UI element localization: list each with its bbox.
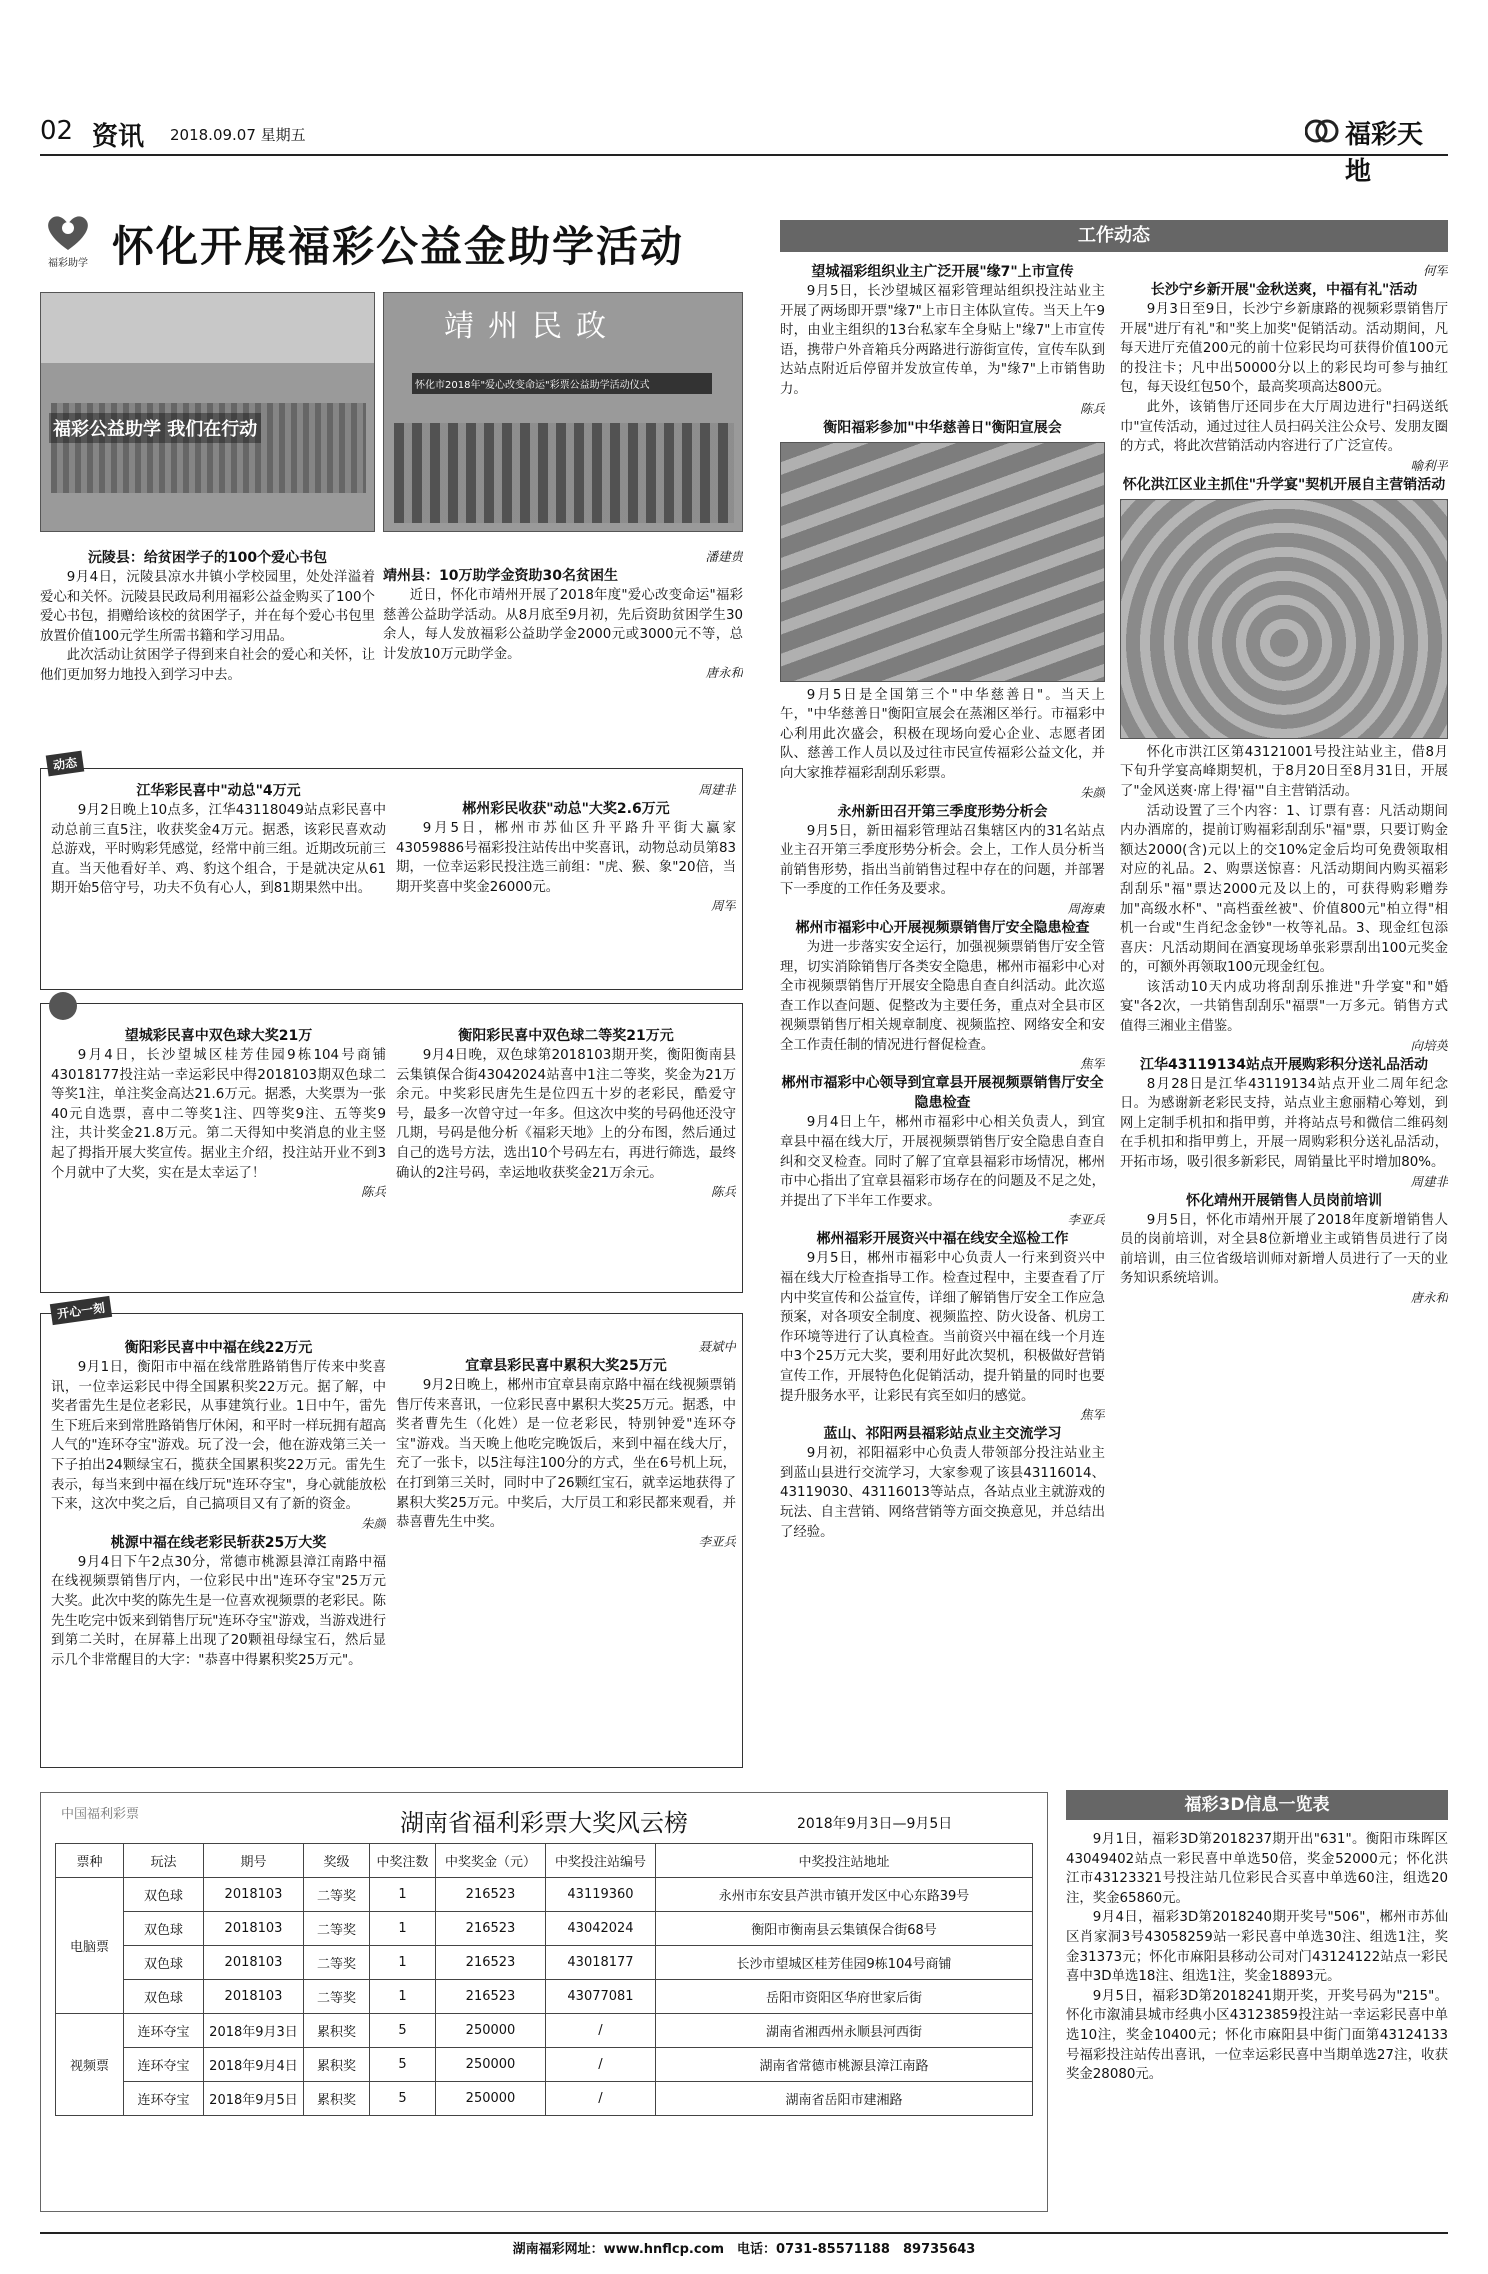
col-header: 中奖奖金（元） bbox=[436, 1844, 546, 1878]
work-heading-7: 蓝山、祁阳两县福彩站点业主交流学习 bbox=[823, 1426, 1062, 1443]
table-cell: 1 bbox=[370, 1912, 436, 1946]
issue-date: 2018.09.07 星期五 bbox=[170, 126, 306, 144]
d3-para-3: 9月5日，福彩3D第2018241期开奖，开奖号码为"215"。怀化市溆浦县城市经典小区43123859投注站一幸运彩民喜中单选10注，奖金10400元；怀化市麻阳县中街门面第43124133号福彩投注站传出喜讯，一位幸运彩民喜中当期单选27注，收获奖金28080元。 bbox=[1066, 1988, 1448, 2083]
table-cell: 250000 bbox=[436, 2014, 546, 2048]
ssq-heading-2: 衡阳彩民喜中双色球二等奖21万元 bbox=[458, 1028, 674, 1044]
table-row bbox=[56, 2048, 1033, 2082]
photo-sign: 靖州民政 bbox=[444, 309, 620, 344]
table-cell: 216523 bbox=[436, 1946, 546, 1980]
work-author-3: 周海東 bbox=[1067, 900, 1105, 916]
col-header: 中奖注数 bbox=[370, 1844, 436, 1878]
prize-table bbox=[55, 1843, 1033, 2116]
work-para-4: 为进一步落实安全运行，加强视频票销售厅安全管理，切实消除销售厅各类安全隐患，郴州市福彩中心对全市视频票销售厅开展安全隐患自查自纠活动。此次巡查工作以查问题、促整改为主要任务，重点对全县市区视频票销售厅相关规章制度、视频监控、网络安全和安全工作责任制的情况进行督促检查。 bbox=[780, 939, 1105, 1053]
aid-para-1: 9月4日，沅陵县凉水井镇小学校园里，处处洋溢着爱心和关怀。沅陵县民政局利用福彩公益金购买了100个爱心书包，捐赠给该校的贫困学子，并在每个爱心书包里放置价值100元学生所需书籍和学习用品。 bbox=[40, 570, 375, 644]
d3-para-2: 9月4日，福彩3D第2018240期开奖号"506"，郴州市苏仙区肖家洞3号43058259站一彩民喜中单选30注、组选1注，奖金31373元；怀化市麻阳县移动公司对门43124122站点一彩民喜中3D单选18注、组选1注，奖金18893元。 bbox=[1066, 1910, 1448, 1985]
table-cell: 250000 bbox=[436, 2048, 546, 2082]
table-header-row bbox=[56, 1844, 1033, 1878]
table-cell: 累积奖 bbox=[304, 2082, 370, 2116]
table-cell: 2018103 bbox=[204, 1878, 304, 1912]
table-cell: 长沙市望城区桂芳佳园9栋104号商铺 bbox=[656, 1946, 1033, 1980]
ssq-author-1: 陈兵 bbox=[360, 1184, 386, 1200]
fun-para-2: 9月4日下午2点30分，常德市桃源县漳江南路中福在线视频票销售厅内，一位彩民中出"连环夺宝"25万元大奖。此次中奖的陈先生是一位喜欢视频票的老彩民。陈先生吃完中饭来到销售厅玩"连环夺宝"游戏，当游戏进行到第二关时，在屏幕上出现了20颗祖母绿宝石，然后显示几个非常醒目的大字："恭喜中得累积奖25万元"。 bbox=[51, 1554, 386, 1668]
d3-para-1: 9月1日，福彩3D第2018237期开出"631"。衡阳市珠晖区43049402站点一彩民喜中单选50倍，奖金52000元；怀化洪江市43123321号投注站几位彩民合买喜中单选60注，组选20注，奖金65860元。 bbox=[1066, 1832, 1448, 1906]
ssq-heading-1: 望城彩民喜中双色球大奖21万 bbox=[124, 1028, 313, 1044]
table-cell: 43077081 bbox=[546, 1980, 656, 2014]
table-cell: 2018103 bbox=[204, 1946, 304, 1980]
table-cell: 1 bbox=[370, 1980, 436, 2014]
work-heading-8: 长沙宁乡新开展"金秋送爽，中福有礼"活动 bbox=[1150, 282, 1418, 298]
ssq-box bbox=[40, 1003, 743, 1293]
work-para-9c: 该活动10天内成功将刮刮乐推进"升学宴"和"婚宴"各2次，一共销售刮刮乐"福票"一万多元。销售方式值得三湘业主借鉴。 bbox=[1120, 979, 1448, 1035]
table-cell: 二等奖 bbox=[304, 1980, 370, 2014]
aid-column-left bbox=[40, 548, 375, 738]
table-row bbox=[56, 2082, 1033, 2116]
fun-author-3: 李亚兵 bbox=[698, 1533, 736, 1549]
footer-text: 湖南福彩网址：www.hnflcp.com 电话：0731-85571188 89735643 bbox=[512, 2242, 976, 2257]
work-author-5: 李亚兵 bbox=[1067, 1212, 1105, 1228]
work-author-10: 周建非 bbox=[1410, 1173, 1448, 1189]
fun-heading-3: 宜章县彩民喜中累积大奖25万元 bbox=[465, 1358, 667, 1374]
work-para-7: 9月初，祁阳福彩中心负责人带领部分投注站业主到蓝山县进行交流学习，大家参观了该县43116014、43119030、43116013等站点，各站点业主就游戏的玩法、自主营销、网络营销等方面交换意见，并总结出了经验。 bbox=[780, 1446, 1105, 1540]
table-title: 湖南省福利彩票大奖风云榜 bbox=[400, 1809, 688, 1837]
table-cell: / bbox=[546, 2048, 656, 2082]
col-header: 票种 bbox=[56, 1844, 124, 1878]
table-row bbox=[56, 1946, 1033, 1980]
work-title: 工作动态 bbox=[780, 220, 1448, 252]
work-para-2: 9月5日是全国第三个"中华慈善日"。当天上午，"中华慈善日"衡阳宣展会在蒸湘区举行。市福彩中心利用此次盛会，积极在现场向爱心企业、志愿者团队、慈善工作人员以及过往市民宣传福彩公益文化，并向大家推荐福彩刮刮乐彩票。 bbox=[780, 687, 1105, 781]
col-header: 玩法 bbox=[124, 1844, 204, 1878]
work-para-8b: 此外，该销售厅还同步在大厅周边进行"扫码送纸巾"宣传活动，通过过往人员扫码关注公众号、发朋友圈的方式，将此次营销活动内容进行了广泛宣传。 bbox=[1120, 399, 1448, 455]
ssq-author-2: 陈兵 bbox=[710, 1184, 736, 1200]
dynamic-para-1: 9月2日晚上10点多，江华43118049站点彩民喜中动总前三直5注，收获奖金4万元。据悉，该彩民喜欢动总游戏，平时购彩凭感觉，经常中前三组。近期改玩前三直。当天他看好羊、鸡、豹这个组合，于是就决定从61期开始5倍守号，功夫不负有心人，到81期果然中出。 bbox=[51, 803, 386, 897]
work-author-7: 何军 bbox=[1422, 263, 1448, 278]
dynamic-heading-2: 郴州彩民收获"动总"大奖2.6万元 bbox=[462, 801, 670, 817]
col-header: 中奖投注站地址 bbox=[656, 1844, 1033, 1878]
fun-author-1: 朱颜 bbox=[360, 1515, 386, 1531]
footer bbox=[40, 2232, 1448, 2257]
table-cell: 43042024 bbox=[546, 1912, 656, 1946]
table-cell: 湖南省常德市桃源县漳江南路 bbox=[656, 2048, 1033, 2082]
work-para-3: 9月5日，新田福彩管理站召集辖区内的31名站点业主召开第三季度形势分析会。会上，工作人员分析当前销售形势，指出当前销售过程中存在的问题，并部署下一季度的工作任务及要求。 bbox=[780, 823, 1105, 898]
fun-para-3: 9月2日晚上，郴州市宜章县南京路中福在线视频票销售厅传来喜讯，一位彩民喜中累积大奖25万元。据悉，中奖者曹先生（化姓）是一位老彩民，特别钟爱"连环夺宝"游戏。当天晚上他吃完晚饭后，来到中福在线大厅，充了一张卡，以5注每注100分的方式，坐在6号机上玩，在打到第三关时，同时中了26颗红宝石，就幸运地获得了累积大奖25万元。中奖后，大厅员工和彩民都来观看，并恭喜曹先生中奖。 bbox=[396, 1378, 736, 1531]
table-row bbox=[56, 2014, 1033, 2048]
work-author-2: 朱颜 bbox=[1079, 784, 1105, 800]
table-cell: 216523 bbox=[436, 1912, 546, 1946]
table-date-range: 2018年9月3日—9月5日 bbox=[797, 1816, 953, 1832]
table-cell: 5 bbox=[370, 2048, 436, 2082]
table-cell: 1 bbox=[370, 1878, 436, 1912]
col-header: 奖级 bbox=[304, 1844, 370, 1878]
table-cell: 1 bbox=[370, 1946, 436, 1980]
headline-badge-icon bbox=[40, 210, 96, 270]
work-heading-5: 郴州市福彩中心领导到宜章县开展视频票销售厅安全隐患检查 bbox=[781, 1075, 1104, 1112]
work-para-9: 怀化市洪江区第43121001号投注站业主，借8月下旬升学宴高峰期契机，于8月20日至8月31日，开展了"金风送爽·席上得'福'"自主营销活动。 bbox=[1120, 744, 1448, 799]
work-author-9: 向培英 bbox=[1410, 1037, 1448, 1053]
table-cell: 湖南省湘西州永顺县河西街 bbox=[656, 2014, 1033, 2048]
work-para-5: 9月4日上午，郴州市福彩中心相关负责人，到宜章县中福在线大厅，开展视频票销售厅安全隐患自查自纠和交叉检查。同时了解了宜章县福彩市场情况，郴州市中心指出了宜章县福彩市场存在的问题及不足之处，并提出了下半年工作要求。 bbox=[780, 1115, 1105, 1209]
work-heading-9: 怀化洪江区业主抓住"升学宴"契机开展自主营销活动 bbox=[1122, 476, 1446, 493]
photo-banquet bbox=[1120, 499, 1448, 739]
col-header: 期号 bbox=[204, 1844, 304, 1878]
table-row bbox=[56, 1912, 1033, 1946]
page-number: 02 bbox=[40, 116, 74, 146]
prize-table-panel bbox=[40, 1792, 1048, 2212]
photo-aid-students bbox=[40, 292, 375, 532]
dynamic-label: 动态 bbox=[46, 751, 85, 777]
work-column-2 bbox=[1120, 262, 1448, 1762]
table-cell: 岳阳市资阳区华府世家后街 bbox=[656, 1980, 1033, 2014]
dynamic-author-1: 周建非 bbox=[698, 782, 736, 797]
table-cell: 2018年9月5日 bbox=[204, 2082, 304, 2116]
dynamic-box bbox=[40, 755, 743, 990]
cwl-logo: 中国福利彩票 bbox=[61, 1807, 140, 1822]
work-para-1: 9月5日，长沙望城区福彩管理站组织投注站业主开展了两场即开票"缘7"上市日主体队宣传。当天上午9时，由业主组织的13台私家车全身贴上"缘7"上市宣传语，携带户外音箱兵分两路进行游街宣传，宣传车队到达站点附近后停留并发放宣传单，为"缘7"上市销售助力。 bbox=[780, 284, 1105, 397]
work-author-6: 焦军 bbox=[1079, 1407, 1105, 1423]
work-heading-3: 永州新田召开第三季度形势分析会 bbox=[837, 803, 1048, 820]
table-cell: 2018103 bbox=[204, 1980, 304, 2014]
work-author-11: 唐永和 bbox=[1410, 1290, 1448, 1305]
photo-banner-left: 福彩公益助学 我们在行动 bbox=[49, 413, 261, 443]
fun-author-2: 聂斌中 bbox=[698, 1339, 736, 1354]
ssq-para-2: 9月4日晚，双色球第2018103期开奖，衡阳衡南县云集镇保合街43042024站喜中1注二等奖，奖金为21万余元。中奖彩民唐先生是位四五十岁的老彩民，酷爱守号，最多一次曾守过一年多。但这次中奖的号码他还没守几期，号码是他分析《福彩天地》上的分布图，然后通过自己的选号方法，选出10个号码左右，再进行筛选，最终确认的2注号码，幸运地收获奖金21万余元。 bbox=[396, 1048, 736, 1181]
aid-column-right bbox=[383, 548, 743, 738]
work-heading-4: 郴州市福彩中心开展视频票销售厅安全隐患检查 bbox=[795, 919, 1090, 936]
table-cell: 连环夺宝 bbox=[124, 2048, 204, 2082]
aid-para-2: 近日，怀化市靖州开展了2018年度"爱心改变命运"福彩慈善公益助学活动。从8月底至9月初，先后资助贫困学生30余人，每人发放福彩公益助学金2000元或3000元不等，总计发放10万元助学金。 bbox=[383, 588, 743, 662]
ticket-type-cell: 电脑票 bbox=[56, 1878, 124, 2014]
table-cell: 5 bbox=[370, 2014, 436, 2048]
table-cell: 250000 bbox=[436, 2082, 546, 2116]
d3-title: 福彩3D信息一览表 bbox=[1066, 1790, 1448, 1820]
aid-heading-2: 靖州县：10万助学金资助30名贫困生 bbox=[383, 568, 618, 584]
ball-icon bbox=[49, 992, 77, 1020]
brand-logo-icon bbox=[1305, 118, 1339, 144]
work-author-1: 陈兵 bbox=[1079, 400, 1105, 416]
table-cell: 43119360 bbox=[546, 1878, 656, 1912]
ssq-para-1: 9月4日，长沙望城区桂芳佳园9栋104号商铺43018177投注站一幸运彩民中得2018103期双色球二等奖1注，单注奖金高达21.6万元。据悉，大奖票为一张40元自选票，喜中二等奖1注、四等奖9注、五等奖9注，共计奖金21.8万元。第二天得知中奖消息的业主竖起了拇指开展大奖宣传。据业主介绍，投注站开业不到3个月就中了大奖，实在是太幸运了！ bbox=[51, 1048, 386, 1181]
table-cell: 衡阳市衡南县云集镇保合街68号 bbox=[656, 1912, 1033, 1946]
fun-heading-2: 桃源中福在线老彩民斩获25万大奖 bbox=[110, 1534, 327, 1551]
aid-author-2: 唐永和 bbox=[705, 665, 743, 681]
table-cell: 湖南省岳阳市建湘路 bbox=[656, 2082, 1033, 2116]
work-author-4: 焦军 bbox=[1079, 1056, 1105, 1072]
work-para-10: 8月28日是江华43119134站点开业二周年纪念日。为感谢新老彩民支持，站点业主愈丽精心筹划，到网上定制手机扣和指甲剪，并将站点号和微信二维码刻在手机扣和指甲剪上，开展一周购彩积分送礼品活动，开拓市场，吸引很多新彩民，周销量比平时增加80%。 bbox=[1120, 1076, 1448, 1171]
aid-para-1b: 此次活动让贫困学子得到来自社会的爱心和关怀，让他们更加努力地投入到学习中去。 bbox=[40, 648, 375, 683]
fun-box bbox=[40, 1300, 743, 1768]
table-cell: 2018年9月3日 bbox=[204, 2014, 304, 2048]
fun-para-1: 9月1日，衡阳市中福在线常胜路销售厅传来中奖喜讯，一位幸运彩民中得全国累积奖22万元。据了解，中奖者雷先生是位老彩民，从事建筑行业。1日中午，雷先生下班后来到常胜路销售厅休闲，和平时一样玩拥有超高人气的"连环夺宝"游戏。玩了没一会，他在游戏第三关一下子拍出24颗绿宝石，揽获全国累积奖22万元。雷先生表示，每当来到中福在线厅玩"连环夺宝"，身心就能放松下来，这次中奖之后，自己搞项目又有了新的资金。 bbox=[51, 1360, 386, 1513]
work-para-9b: 活动设置了三个内容：1、订票有喜：凡活动期间内办酒席的，提前订购福彩刮刮乐"福"票，只要订购金额达2000(含)元以上的交10%定金后均可免费领取相对应的礼品。2、购票送惊喜：凡活动期间内购买福彩刮刮乐"福"票达2000元及以上的，可获得购彩赠券加"高级水杯"、"高档蚕丝被"、价值800元"柏立得"相机一台或"生肖纪念金钞"一枚等礼品。3、现金红包添喜庆：凡活动期间在酒宴现场单张彩票刮出100元奖金的，可额外再领取100元现金红包。 bbox=[1120, 803, 1448, 976]
fun-heading-1: 衡阳彩民喜中中福在线22万元 bbox=[124, 1340, 313, 1356]
table-cell: 连环夺宝 bbox=[124, 2014, 204, 2048]
table-cell: / bbox=[546, 2014, 656, 2048]
headline-title: 怀化开展福彩公益金助学活动 bbox=[112, 222, 685, 271]
photo-banner-right: 怀化市2018年"爱心改变命运"彩票公益助学活动仪式 bbox=[412, 373, 712, 394]
work-heading-6: 郴州福彩开展资兴中福在线安全巡检工作 bbox=[816, 1231, 1069, 1248]
table-row bbox=[56, 1878, 1033, 1912]
work-heading-10: 江华43119134站点开展购彩积分送礼品活动 bbox=[1140, 1056, 1428, 1073]
table-cell: 累积奖 bbox=[304, 2048, 370, 2082]
table-cell: 永州市东安县芦洪市镇开发区中心东路39号 bbox=[656, 1878, 1033, 1912]
table-cell: 双色球 bbox=[124, 1878, 204, 1912]
work-column-1 bbox=[780, 262, 1105, 1780]
brand-name: 福彩天地 bbox=[1345, 120, 1424, 187]
ticket-type-cell: 视频票 bbox=[56, 2014, 124, 2116]
aid-author-1: 潘建贵 bbox=[705, 549, 743, 564]
table-cell: 2018年9月4日 bbox=[204, 2048, 304, 2082]
work-para-8: 9月3日至9日，长沙宁乡新康路的视频彩票销售厅开展"进厅有礼"和"奖上加奖"促销活动。活动期间，凡每天进厅充值200元的前十位彩民均可获得价值100元的投注卡；凡中出50000分以上的彩民均可参与抽红包，每天设红包50个，最高奖项高达800元。 bbox=[1120, 302, 1448, 396]
table-cell: 双色球 bbox=[124, 1946, 204, 1980]
work-para-6: 9月5日，郴州市福彩中心负责人一行来到资兴中福在线大厅检查指导工作。检查过程中，主要查看了厅内中奖宣传和公益宣传，详细了解销售厅安全工作应急预案，对各项安全制度、视频监控、防火设备、机房工作环境等进行了认真检查。当前资兴中福在线一个月连中3个25万元大奖，要利用好此次契机，积极做好营销宣传工作，开展特色化促销活动，提升销量的同时也要提升服务水平，让彩民有宾至如归的感觉。 bbox=[780, 1251, 1105, 1404]
table-cell: / bbox=[546, 2082, 656, 2116]
headline-badge: 福彩助学 bbox=[48, 258, 88, 269]
dynamic-heading-1: 江华彩民喜中"动总"4万元 bbox=[136, 783, 301, 799]
dynamic-author-2: 周军 bbox=[710, 898, 736, 914]
photo-charity-day bbox=[780, 442, 1105, 682]
table-cell: 双色球 bbox=[124, 1912, 204, 1946]
table-cell: 216523 bbox=[436, 1878, 546, 1912]
work-para-11: 9月5日，怀化市靖州开展了2018年度新增销售人员的岗前培训，对全县8位新增业主或销售员进行了岗前培训，由三位省级培训师对新增人员进行了一天的业务知识系统培训。 bbox=[1120, 1212, 1448, 1287]
table-row bbox=[56, 1980, 1033, 2014]
work-heading-2: 衡阳福彩参加"中华慈善日"衡阳宣展会 bbox=[823, 419, 1062, 436]
col-header: 中奖投注站编号 bbox=[546, 1844, 656, 1878]
work-author-8: 喻利平 bbox=[1410, 457, 1448, 473]
section-name: 资讯 bbox=[92, 122, 145, 152]
table-cell: 二等奖 bbox=[304, 1912, 370, 1946]
work-heading-11: 怀化靖州开展销售人员岗前培训 bbox=[1186, 1192, 1382, 1209]
fun-label: 开心一刻 bbox=[50, 1296, 112, 1325]
d3-column bbox=[1066, 1830, 1448, 2220]
table-cell: 双色球 bbox=[124, 1980, 204, 2014]
table-cell: 2018103 bbox=[204, 1912, 304, 1946]
table-cell: 连环夺宝 bbox=[124, 2082, 204, 2116]
table-cell: 43018177 bbox=[546, 1946, 656, 1980]
table-cell: 216523 bbox=[436, 1980, 546, 2014]
work-heading-1: 望城福彩组织业主广泛开展"缘7"上市宣传 bbox=[811, 264, 1074, 280]
masthead bbox=[40, 112, 1448, 187]
table-cell: 5 bbox=[370, 2082, 436, 2116]
table-cell: 二等奖 bbox=[304, 1878, 370, 1912]
table-cell: 二等奖 bbox=[304, 1946, 370, 1980]
dynamic-para-2: 9月5日，郴州市苏仙区升平路升平街大赢家43059886号福彩投注站传出中奖喜讯，动物总动员第83期，一位幸运彩民投注选三前组："虎、猴、象"20倍，当期开奖喜中奖金26000元。 bbox=[396, 821, 736, 895]
aid-heading-1: 沅陵县：给贫困学子的100个爱心书包 bbox=[87, 550, 328, 566]
table-cell: 累积奖 bbox=[304, 2014, 370, 2048]
photo-ceremony bbox=[383, 292, 743, 532]
